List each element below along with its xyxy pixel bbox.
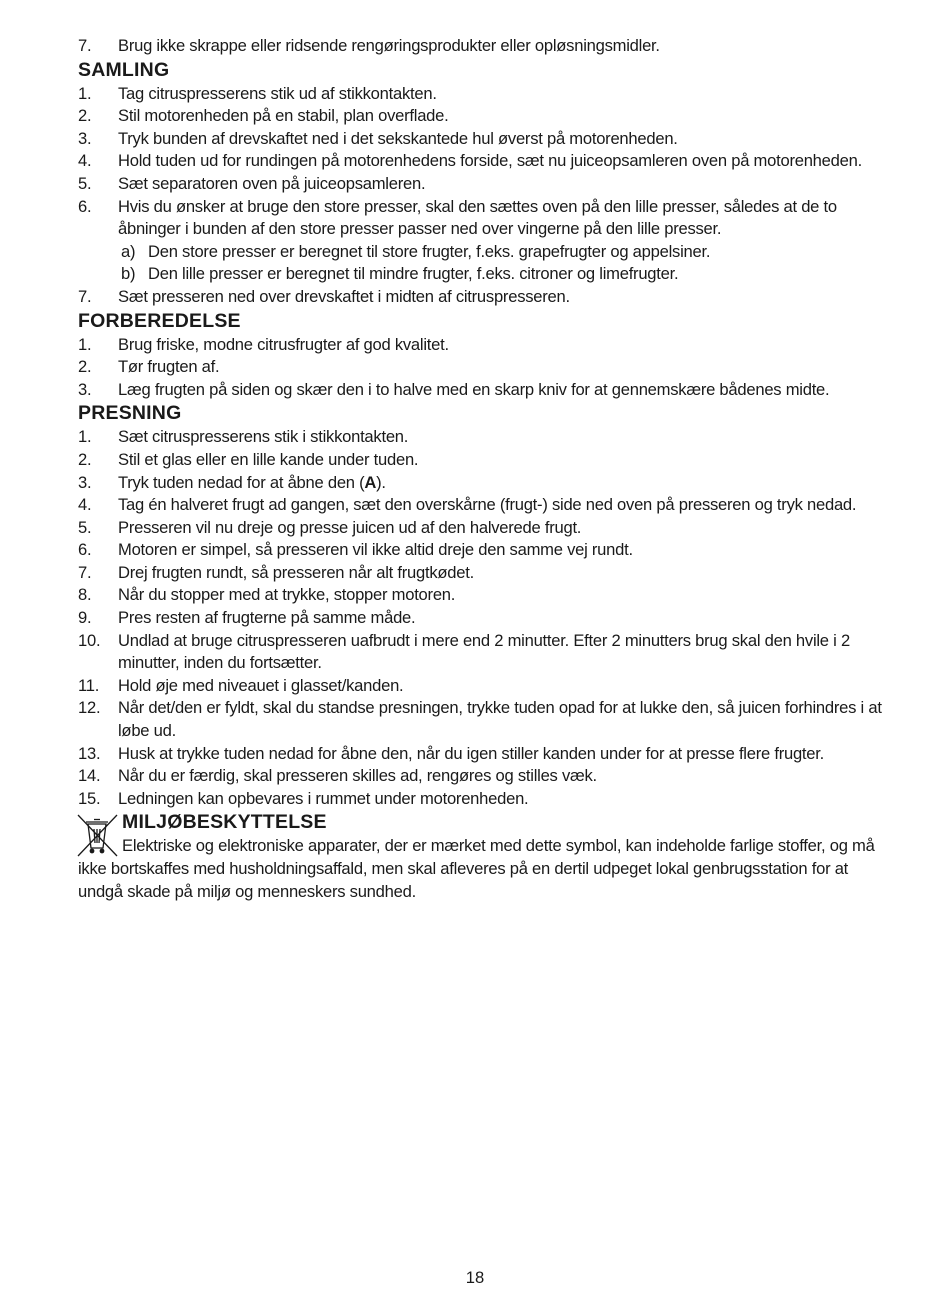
item-text: Pres resten af frugterne på samme måde.	[118, 608, 416, 628]
environment-header	[78, 810, 888, 835]
item-number: 4.	[78, 151, 92, 171]
item-text: Stil et glas eller en lille kande under tuden.	[118, 449, 419, 469]
list-item	[78, 517, 888, 540]
item-text: Brug friske, modne citrusfrugter af god kvalitet.	[118, 334, 449, 354]
document-page	[78, 35, 888, 903]
item-text: Stil motorenheden på en stabil, plan overflade.	[118, 106, 449, 126]
list-item	[78, 449, 888, 472]
item-letter: a)	[121, 241, 136, 261]
item-text: Den lille presser er beregnet til mindre frugter, f.eks. citroner og limefrugter.	[148, 264, 679, 284]
item-text: Sæt separatoren oven på juiceopsamleren.	[118, 173, 426, 193]
item-number: 1.	[78, 334, 92, 354]
item-number: 8.	[78, 585, 92, 605]
sub-list-item	[78, 241, 888, 264]
item-text: Tør frugten af.	[118, 357, 220, 377]
list-item	[78, 788, 888, 811]
item-text-end: ).	[376, 472, 386, 492]
item-text: Når du stopper med at trykke, stopper motoren.	[118, 585, 456, 605]
list-item	[78, 426, 888, 449]
item-number: 13.	[78, 743, 101, 763]
list-item	[78, 539, 888, 562]
item-number: 2.	[78, 449, 92, 469]
item-number: 3.	[78, 379, 92, 399]
item-number: 1.	[78, 427, 92, 447]
list-item	[78, 697, 888, 742]
item-text: Brug ikke skrappe eller ridsende rengøringsprodukter eller opløsningsmidler.	[118, 36, 660, 55]
item-text: Tag én halveret frugt ad gangen, sæt den overskårne (frugt-) side ned oven på presseren og tryk nedad.	[118, 495, 857, 515]
section-environment	[78, 810, 888, 903]
sub-list-item	[78, 263, 888, 286]
item-text: Sæt presseren ned over drevskaftet i midten af citruspresseren.	[118, 286, 570, 306]
section-title: PRESNING	[78, 402, 182, 425]
item-text: Hvis du ønsker at bruge den store presser, skal den sættes oven på den lille presser, således at de to åbninger i bunden af den store presser passer ned over vingerne på den lille presser.	[118, 196, 837, 239]
item-text: Hold øje med niveauet i glasset/kanden.	[118, 675, 404, 695]
item-letter: b)	[121, 264, 136, 284]
item-text: Motoren er simpel, så presseren vil ikke altid dreje den samme vej rundt.	[118, 540, 633, 560]
item-text: Undlad at bruge citruspresseren uafbrudt i mere end 2 minutter. Efter 2 minutters brug skal den hvile i 2 minutter, inden du fortsætter.	[118, 630, 850, 673]
section-forberedelse	[78, 309, 888, 402]
item-number: 14.	[78, 766, 101, 786]
list-item	[78, 35, 888, 58]
item-number: 9.	[78, 608, 92, 628]
item-number: 7.	[78, 36, 92, 55]
list-item	[78, 765, 888, 788]
figure-reference: A	[364, 472, 377, 492]
item-number: 6.	[78, 540, 92, 560]
item-number: 3.	[78, 128, 92, 148]
list-item	[78, 379, 888, 402]
item-text: Sæt citruspresserens stik i stikkontakten.	[118, 427, 409, 447]
item-text: Husk at trykke tuden nedad for åbne den, når du igen stiller kanden under for at presse flere frugter.	[118, 743, 824, 763]
list-item	[78, 356, 888, 379]
crossed-out-wheelie-bin-icon	[73, 812, 121, 858]
item-number: 4.	[78, 495, 92, 515]
list-item	[78, 150, 888, 173]
section-presning	[78, 401, 888, 810]
item-number: 6.	[78, 196, 92, 216]
section-title: FORBEREDELSE	[78, 309, 241, 332]
item-text: Den store presser er beregnet til store frugter, f.eks. grapefrugter og appelsiner.	[148, 241, 711, 261]
list-item	[78, 105, 888, 128]
item-number: 3.	[78, 472, 92, 492]
item-number: 2.	[78, 106, 92, 126]
section-samling	[78, 58, 888, 309]
item-text: Hold tuden ud for rundingen på motorenhedens forside, sæt nu juiceopsamleren oven på motorenheden.	[118, 151, 862, 171]
list-item	[78, 286, 888, 309]
item-number: 7.	[78, 286, 92, 306]
item-number: 15.	[78, 788, 101, 808]
item-number: 7.	[78, 562, 92, 582]
item-text: Tryk tuden nedad for at åbne den (	[118, 472, 365, 492]
item-text: Tag citruspresserens stik ud af stikkontakten.	[118, 83, 437, 103]
item-text: Drej frugten rundt, så presseren når alt frugtkødet.	[118, 562, 474, 582]
item-text: Når du er færdig, skal presseren skilles ad, rengøres og stilles væk.	[118, 766, 597, 786]
list-item	[78, 630, 888, 675]
item-text: Presseren vil nu dreje og presse juicen ud af den halverede frugt.	[118, 517, 582, 537]
environment-text: Elektriske og elektroniske apparater, der er mærket med dette symbol, kan indeholde farlige stoffer, og må ikke bortskaffes med husholdningsaffald, men skal afleveres på en dertil udpeget lokal genbrugsstation for at undgå skade på miljø og menneskers sundhed.	[78, 836, 875, 901]
list-item	[78, 562, 888, 585]
list-item	[78, 196, 888, 241]
item-number: 1.	[78, 83, 92, 103]
list-item	[78, 743, 888, 766]
list-item	[78, 128, 888, 151]
item-text: Tryk bunden af drevskaftet ned i det sekskantede hul øverst på motorenheden.	[118, 128, 678, 148]
item-text: Ledningen kan opbevares i rummet under motorenheden.	[118, 788, 529, 808]
list-item	[78, 472, 888, 495]
list-item	[78, 494, 888, 517]
item-number: 11.	[78, 675, 100, 695]
item-number: 10.	[78, 630, 101, 650]
item-number: 5.	[78, 517, 92, 537]
list-item	[78, 675, 888, 698]
item-number: 12.	[78, 698, 101, 718]
item-text: Læg frugten på siden og skær den i to halve med en skarp kniv for at gennemskære bådenes midte.	[118, 379, 830, 399]
list-item	[78, 173, 888, 196]
item-text: Når det/den er fyldt, skal du standse presningen, trykke tuden opad for at lukke den, så juicen forhindres i at løbe ud.	[118, 698, 882, 741]
section-title: MILJØBESKYTTELSE	[122, 811, 327, 834]
list-item	[78, 83, 888, 106]
item-number: 5.	[78, 173, 92, 193]
section-title: SAMLING	[78, 58, 170, 81]
list-item	[78, 334, 888, 357]
list-item	[78, 584, 888, 607]
item-number: 2.	[78, 357, 92, 377]
page-number: 18	[465, 1268, 485, 1287]
list-item	[78, 607, 888, 630]
